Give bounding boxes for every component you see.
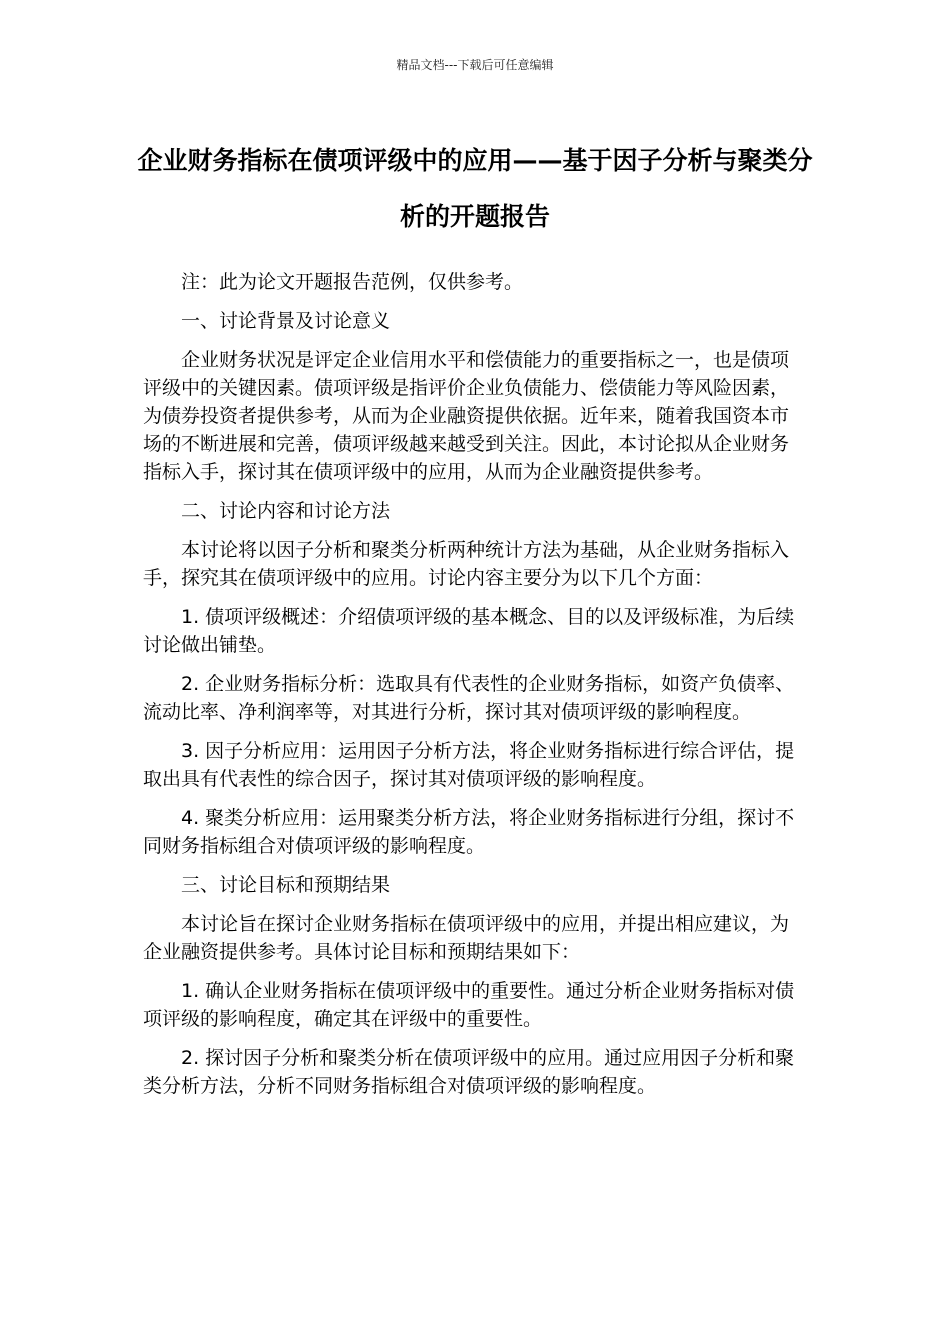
- list-item: 3. 因子分析应用：运用因子分析方法，将企业财务指标进行综合评估，提取出具有代表性的综合因子，探讨其对债项评级的影响程度。: [143, 740, 795, 790]
- document-body: [143, 268, 803, 1111]
- list-item: 2. 探讨因子分析和聚类分析在债项评级中的应用。通过应用因子分析和聚类分析方法，分析不同财务指标组合对债项评级的影响程度。: [143, 1047, 795, 1097]
- document-title: 企业财务指标在债项评级中的应用——基于因子分析与聚类分析的开题报告: [137, 146, 813, 231]
- list-item: 1. 债项评级概述：介绍债项评级的基本概念、目的以及评级标准，为后续讨论做出铺垫。: [143, 606, 795, 656]
- section-heading-content-methods: 二、讨论内容和讨论方法: [181, 500, 391, 522]
- note-paragraph: 注：此为论文开题报告范例，仅供参考。: [181, 271, 524, 293]
- body-paragraph: 本讨论将以因子分析和聚类分析两种统计方法为基础，从企业财务指标入手，探究其在债项评级中的应用。讨论内容主要分为以下几个方面：: [143, 539, 790, 589]
- list-item: 1. 确认企业财务指标在债项评级中的重要性。通过分析企业财务指标对债项评级的影响程度，确定其在评级中的重要性。: [143, 980, 795, 1030]
- section-heading-goals-results: 三、讨论目标和预期结果: [181, 874, 391, 896]
- page-header: 精品文档---下载后可任意编辑: [396, 58, 554, 72]
- list-item: 2. 企业财务指标分析：选取具有代表性的企业财务指标，如资产负债率、流动比率、净利润率等，对其进行分析，探讨其对债项评级的影响程度。: [143, 673, 795, 723]
- body-paragraph: 企业财务状况是评定企业信用水平和偿债能力的重要指标之一，也是债项评级中的关键因素。债项评级是指评价企业负债能力、偿债能力等风险因素，为债券投资者提供参考，从而为企业融资提供依据。近年来，随着我国资本市场的不断进展和完善，债项评级越来越受到关注。因此，本讨论拟从企业财务指标入手，探讨其在债项评级中的应用，从而为企业融资提供参考。: [143, 349, 790, 483]
- body-paragraph: 本讨论旨在探讨企业财务指标在债项评级中的应用，并提出相应建议，为企业融资提供参考。具体讨论目标和预期结果如下：: [143, 913, 790, 963]
- list-item: 4. 聚类分析应用：运用聚类分析方法，将企业财务指标进行分组，探讨不同财务指标组合对债项评级的影响程度。: [143, 807, 795, 857]
- section-heading-background: 一、讨论背景及讨论意义: [181, 310, 391, 332]
